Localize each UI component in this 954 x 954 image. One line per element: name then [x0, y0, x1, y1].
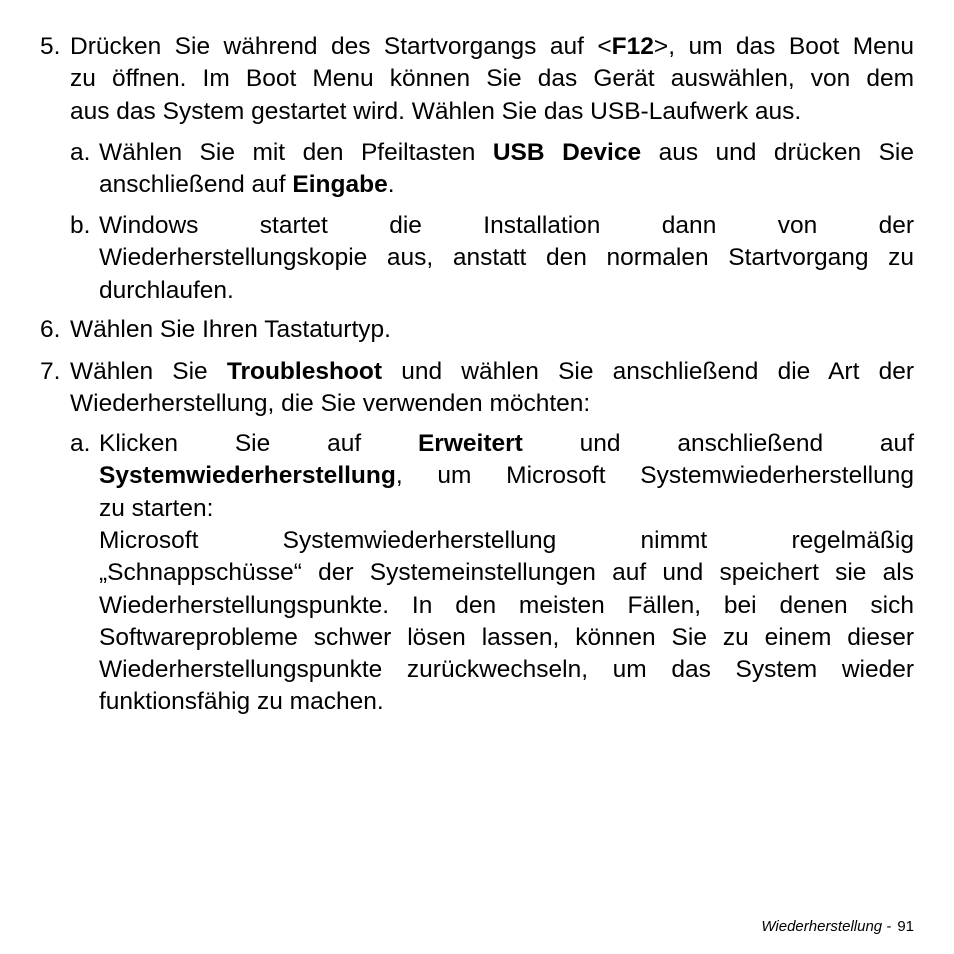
substep-letter: a.: [70, 139, 91, 166]
text-run: Microsoft Systemwiederherstellung nimmt regelmäßig: [99, 526, 914, 554]
bold-term: Troubleshoot: [226, 358, 383, 385]
bold-term: Erweitert: [417, 430, 523, 457]
text-run: Windows startet die Installation dann von der: [99, 212, 914, 239]
text-line: [99, 169, 914, 201]
text-run: Wählen Sie Ihren Tastaturtyp.: [70, 316, 391, 343]
step-number: 7.: [40, 358, 61, 385]
text-run: zu öffnen. Im Boot Menu können Sie das Gerät auswählen, von dem: [70, 65, 914, 93]
text-line: [99, 137, 914, 169]
text-run: anschließend auf: [99, 171, 293, 199]
text-line: [99, 242, 914, 274]
page-number: 91: [897, 918, 914, 935]
text-line: [70, 31, 914, 63]
bold-term: Systemwiederherstellung: [99, 462, 396, 490]
text-run: Softwareprobleme schwer lösen lassen, können Sie zu einem dieser: [99, 623, 914, 651]
text-run: Wiederherstellungskopie aus, anstatt den normalen Startvorgang zu: [99, 244, 914, 272]
text-run: „Schnappschüsse“ der Systemeinstellungen auf und speichert sie als: [99, 559, 914, 587]
text-line: [99, 686, 914, 718]
text-line: [99, 275, 914, 307]
step-number: 6.: [40, 316, 61, 343]
text-line: [99, 622, 914, 654]
text-run: Klicken Sie auf: [99, 430, 418, 457]
text-run: .: [387, 171, 395, 199]
bold-term: USB Device: [492, 139, 642, 166]
text-run: Wählen Sie mit den Pfeiltasten: [99, 139, 493, 166]
text-run: durchlaufen.: [99, 276, 234, 304]
text-line: [99, 210, 914, 242]
text-line: [70, 63, 914, 95]
text-line: [99, 654, 914, 686]
bold-term: F12: [611, 33, 654, 60]
text-line: [99, 590, 914, 622]
step-number: 5.: [40, 33, 61, 60]
text-run: >, um das Boot Menu: [653, 33, 914, 60]
text-run: Wiederherstellung, die Sie verwenden möchten:: [70, 390, 591, 418]
text-line: [99, 525, 914, 557]
text-run: zu starten:: [99, 494, 214, 522]
page-footer: [761, 918, 914, 936]
text-line: [70, 388, 914, 420]
text-run: und anschließend auf: [522, 430, 914, 457]
text-line: [99, 557, 914, 589]
text-line: [70, 314, 914, 346]
bold-term: Eingabe: [292, 171, 388, 199]
text-line: [70, 96, 914, 128]
text-run: funktionsfähig zu machen.: [99, 688, 384, 716]
text-run: , um Microsoft Systemwiederherstellung: [395, 462, 914, 490]
substep-letter: a.: [70, 430, 91, 457]
substep-letter: b.: [70, 212, 91, 239]
text-run: Wiederherstellungspunkte zurückwechseln, um das System wieder: [99, 656, 914, 684]
text-run: Wählen Sie: [70, 358, 227, 385]
text-line: [99, 460, 914, 492]
text-run: Wiederherstellungspunkte. In den meisten Fällen, bei denen sich: [99, 591, 914, 619]
text-run: aus das System gestartet wird. Wählen Sie das USB-Laufwerk aus.: [70, 97, 802, 125]
footer-section-title: Wiederherstellung -: [761, 918, 892, 935]
text-line: [70, 356, 914, 388]
text-line: [99, 428, 914, 460]
text-line: [99, 493, 914, 525]
text-run: Drücken Sie während des Startvorgangs auf <: [70, 33, 612, 60]
text-run: und wählen Sie anschließend die Art der: [382, 358, 914, 385]
text-run: aus und drücken Sie: [641, 139, 914, 166]
